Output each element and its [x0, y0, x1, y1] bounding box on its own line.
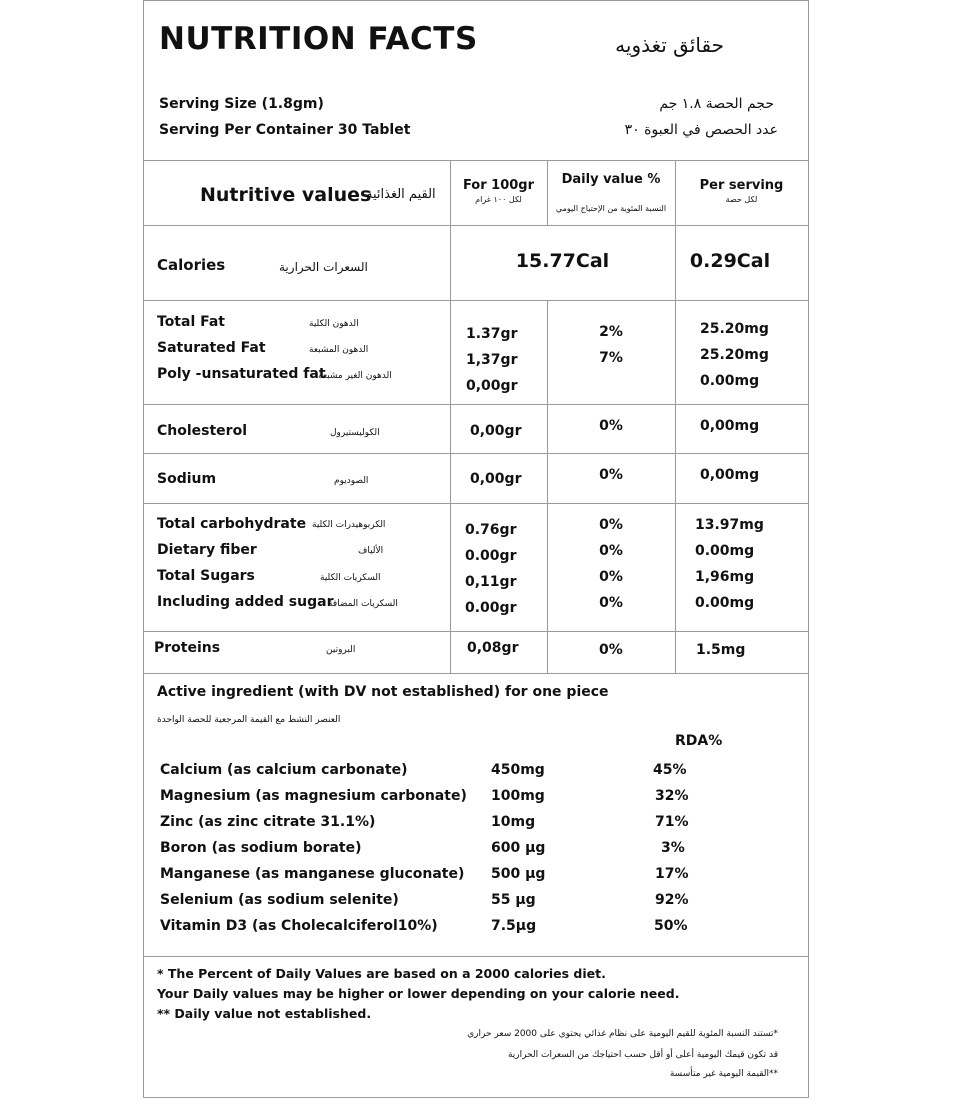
ingredient-name: Selenium (as sodium selenite) — [160, 892, 399, 908]
column-divider — [547, 161, 548, 225]
proteins-arabic: البروتين — [326, 645, 356, 655]
per-serving-arabic: لكل حصة — [725, 195, 758, 204]
proteins-per100: 0,08gr — [467, 640, 519, 656]
ingredient-name: Vitamin D3 (as Cholecalciferol10%) — [160, 918, 438, 934]
divider — [144, 673, 808, 674]
added-sugar-dv: 0% — [599, 595, 623, 611]
cholesterol-dv: 0% — [599, 418, 623, 434]
carbohydrate-per100: 0.76gr — [465, 522, 517, 538]
divider — [144, 225, 808, 226]
dietary-fiber-label: Dietary fiber — [157, 542, 257, 558]
divider — [144, 160, 808, 161]
ingredient-amount: 600 µg — [491, 840, 546, 856]
carbohydrate-arabic: الكربوهيدرات الكلية — [312, 520, 386, 530]
ingredient-amount: 10mg — [491, 814, 536, 830]
added-sugar-label: Including added sugar — [157, 594, 334, 610]
ingredient-rda: 50% — [654, 918, 688, 934]
saturated-fat-per100: 1,37gr — [466, 352, 518, 368]
calories-per100: 15.77Cal — [515, 250, 610, 272]
calories-label: Calories — [157, 256, 226, 274]
ingredient-name: Magnesium (as magnesium carbonate) — [160, 788, 467, 804]
fat-per-serving: 25.20mg — [700, 321, 769, 337]
rda-header: RDA% — [675, 733, 723, 749]
column-divider — [450, 301, 451, 673]
footnote-arabic-not-established: **القيمة اليومية غير متأسسة — [669, 1069, 778, 1079]
nutrition-label — [143, 0, 809, 1098]
fat-label: Total Fat — [157, 314, 226, 330]
ingredient-amount: 450mg — [491, 762, 545, 778]
ingredient-rda: 45% — [653, 762, 687, 778]
servings-per-container-label: Serving Per Container 30 Tablet — [159, 122, 411, 138]
footnote-calorie-need: Your Daily values may be higher or lower depending on your calorie need. — [157, 986, 680, 1001]
ingredient-name: Manganese (as manganese gluconate) — [160, 866, 465, 882]
saturated-fat-dv: 7% — [599, 350, 623, 366]
dietary-fiber-arabic: الألياف — [358, 546, 384, 556]
calories-per-serving: 0.29Cal — [689, 250, 771, 272]
saturated-fat-label: Saturated Fat — [157, 340, 266, 356]
fat-arabic: الدهون الكلية — [309, 319, 359, 329]
polyunsaturated-fat-per100: 0,00gr — [466, 378, 518, 394]
total-sugars-arabic: السكريات الكلية — [320, 573, 381, 583]
carbohydrate-label: Total carbohydrate — [157, 516, 307, 532]
servings-per-container-arabic: عدد الحصص في العبوة ٣٠ — [624, 122, 778, 138]
ingredient-name: Zinc (as zinc citrate 31.1%) — [160, 814, 376, 830]
divider — [144, 453, 808, 454]
ingredient-amount: 7.5µg — [491, 918, 537, 934]
polyunsaturated-fat-per-serving: 0.00mg — [700, 373, 760, 389]
dietary-fiber-dv: 0% — [599, 543, 623, 559]
divider — [144, 956, 808, 957]
serving-size-arabic: حجم الحصة ١.٨ جم — [659, 96, 774, 112]
ingredient-rda: 92% — [655, 892, 689, 908]
cholesterol-per-serving: 0,00mg — [700, 418, 760, 434]
per100-header: For 100gr — [462, 178, 535, 193]
ingredient-name: Calcium (as calcium carbonate) — [160, 762, 408, 778]
sodium-dv: 0% — [599, 467, 623, 483]
sodium-arabic: الصوديوم — [334, 476, 369, 486]
proteins-dv: 0% — [599, 642, 623, 658]
footnote-arabic-daily-values: *تستند النسبة المئوية للقيم اليومية على نظام غذائي يحتوي على 2000 سعر حراري — [467, 1029, 778, 1039]
ingredient-rda: 3% — [661, 840, 685, 856]
calories-arabic: السعرات الحرارية — [279, 260, 368, 274]
cholesterol-per100: 0,00gr — [470, 423, 522, 439]
fat-dv: 2% — [599, 324, 623, 340]
polyunsaturated-fat-label: Poly -unsaturated fat — [157, 366, 326, 382]
total-sugars-label: Total Sugars — [157, 568, 255, 584]
cholesterol-arabic: الكوليستيرول — [330, 428, 380, 438]
added-sugar-per-serving: 0.00mg — [695, 595, 755, 611]
polyunsaturated-fat-arabic: الدهون الغير مشبعة — [318, 371, 392, 381]
ingredient-amount: 55 µg — [491, 892, 536, 908]
added-sugar-per100: 0.00gr — [465, 600, 517, 616]
daily-value-header: Daily value % — [561, 172, 661, 187]
active-ingredient-title: Active ingredient (with DV not established) for one piece — [157, 684, 609, 700]
dietary-fiber-per100: 0.00gr — [465, 548, 517, 564]
sodium-per100: 0,00gr — [470, 471, 522, 487]
cholesterol-label: Cholesterol — [157, 423, 247, 439]
footnote-arabic-calorie-need: قد تكون قيمك اليومية أعلى أو أقل حسب احتياجك من السعرات الحرارية — [507, 1050, 778, 1060]
sodium-per-serving: 0,00mg — [700, 467, 760, 483]
proteins-label: Proteins — [154, 640, 221, 656]
ingredient-name: Boron (as sodium borate) — [160, 840, 362, 856]
column-divider — [675, 301, 676, 673]
title-english: NUTRITION FACTS — [159, 21, 478, 57]
ingredient-amount: 500 µg — [491, 866, 546, 882]
sodium-label: Sodium — [157, 471, 217, 487]
saturated-fat-arabic: الدهون المشبعة — [309, 345, 369, 355]
divider — [144, 300, 808, 301]
per100-arabic: لكل ١٠٠ غرام — [475, 195, 522, 204]
divider — [144, 404, 808, 405]
divider — [144, 631, 808, 632]
ingredient-rda: 32% — [655, 788, 689, 804]
per-serving-header: Per serving — [699, 178, 784, 193]
total-sugars-dv: 0% — [599, 569, 623, 585]
nutritive-values-arabic: القيم الغذائية — [366, 187, 436, 202]
ingredient-amount: 100mg — [491, 788, 545, 804]
nutritive-values-header: Nutritive values — [200, 184, 372, 206]
proteins-per-serving: 1.5mg — [696, 642, 746, 658]
saturated-fat-per-serving: 25.20mg — [700, 347, 769, 363]
carbohydrate-per-serving: 13.97mg — [695, 517, 764, 533]
dietary-fiber-per-serving: 0.00mg — [695, 543, 755, 559]
fat-per100: 1.37gr — [466, 326, 518, 342]
daily-value-arabic: النسبة المئوية من الإحتياج اليومي — [555, 204, 667, 213]
total-sugars-per-serving: 1,96mg — [695, 569, 755, 585]
title-arabic: حقائق تغذويه — [615, 33, 724, 57]
divider — [144, 503, 808, 504]
ingredient-rda: 17% — [655, 866, 689, 882]
ingredient-rda: 71% — [655, 814, 689, 830]
carbohydrate-dv: 0% — [599, 517, 623, 533]
footnote-daily-values: * The Percent of Daily Values are based on a 2000 calories diet. — [157, 966, 606, 981]
footnote-not-established: ** Daily value not established. — [157, 1006, 372, 1021]
added-sugar-arabic: السكريات المضافة — [328, 599, 398, 609]
total-sugars-per100: 0,11gr — [465, 574, 517, 590]
serving-size-label: Serving Size (1.8gm) — [159, 96, 324, 112]
active-ingredient-arabic: العنصر النشط مع القيمة المرجعية للحصة الواحدة — [157, 715, 341, 725]
